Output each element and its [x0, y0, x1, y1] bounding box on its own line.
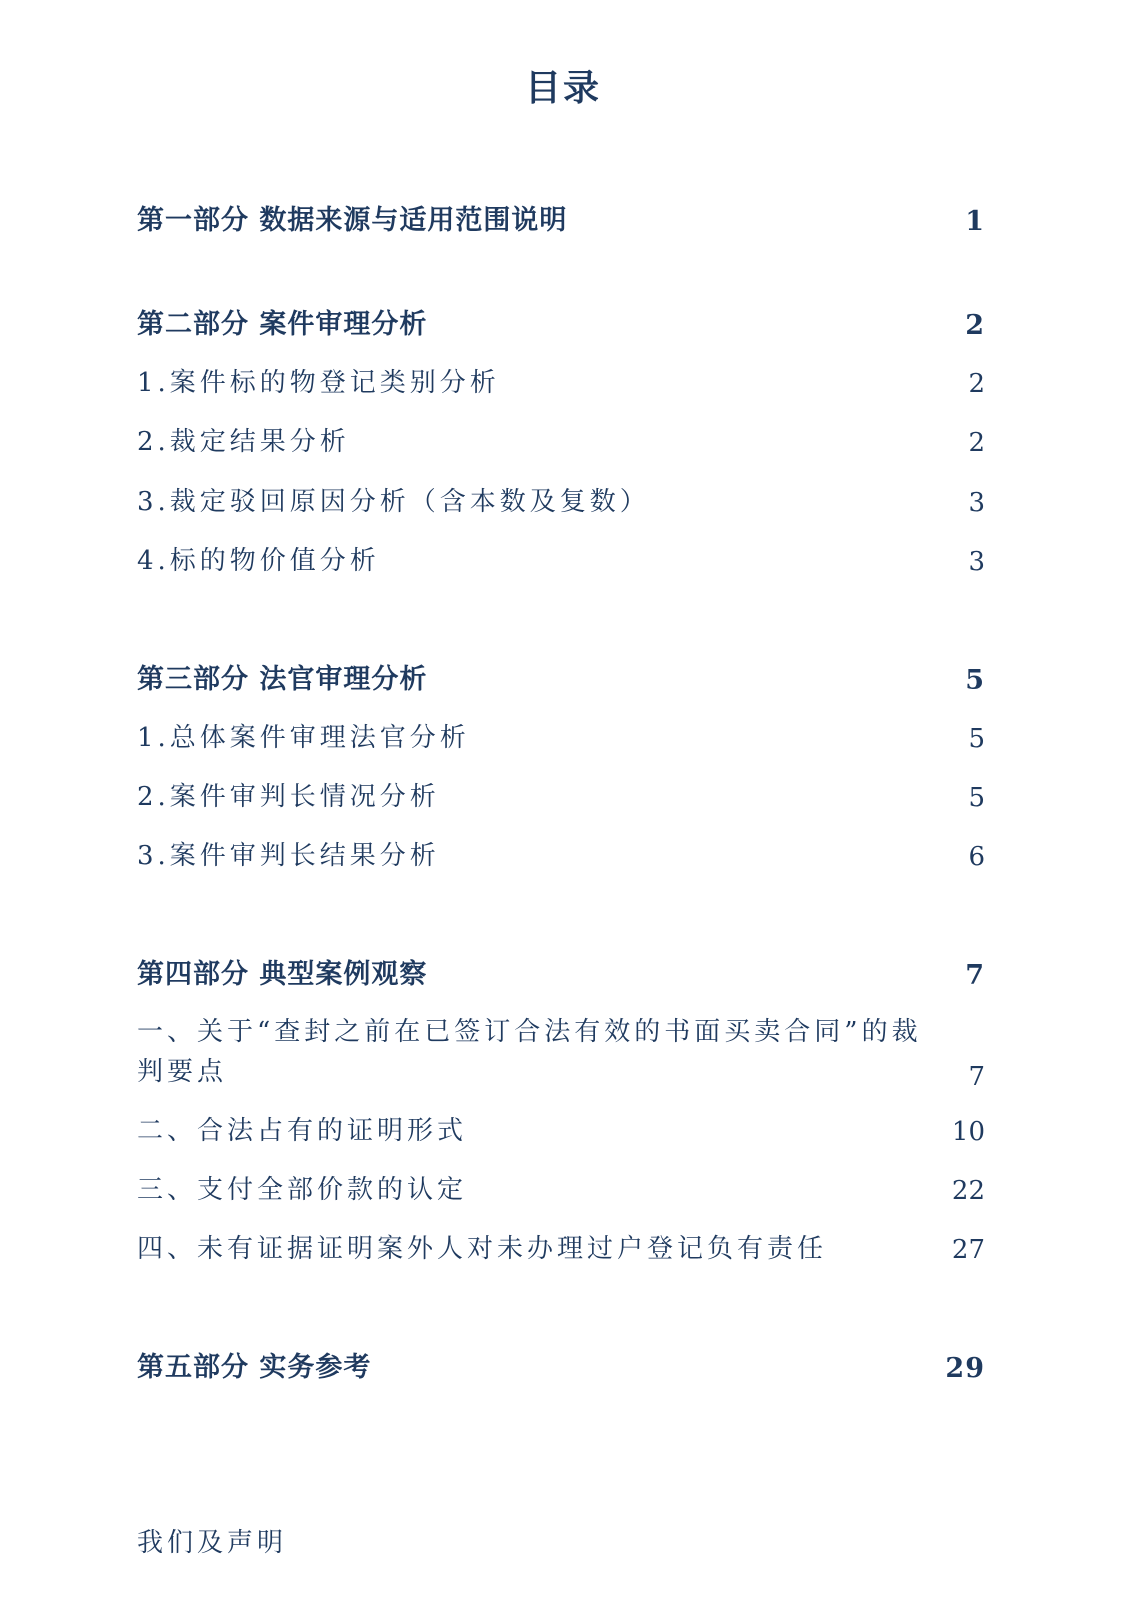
- toc-item-label: 四、未有证据证明案外人对未办理过户登记负有责任: [137, 1234, 828, 1264]
- toc-item-label: 2.裁定结果分析: [137, 427, 350, 457]
- toc-page-number: 2: [968, 428, 985, 458]
- footer-link[interactable]: 我们及声明: [137, 1528, 288, 1558]
- toc-page-number: 7: [968, 1062, 985, 1092]
- toc-item[interactable]: [137, 540, 985, 577]
- toc-item[interactable]: [137, 421, 985, 458]
- toc-item-label: 一、关于“查封之前在已签订合法有效的书面买卖合同”的裁判要点: [137, 1017, 922, 1087]
- toc-item[interactable]: [137, 835, 985, 872]
- toc-page-number: 29: [945, 1353, 985, 1384]
- toc-item[interactable]: [137, 1110, 985, 1147]
- toc-page-number: 27: [951, 1235, 985, 1265]
- toc-item[interactable]: [137, 1012, 985, 1092]
- toc-section-label: 第五部分 实务参考: [137, 1352, 372, 1383]
- toc-item[interactable]: [137, 1228, 985, 1265]
- toc-page-number: 5: [968, 724, 985, 754]
- toc-item-label: 三、支付全部价款的认定: [137, 1175, 468, 1205]
- toc-page-number: 10: [951, 1117, 985, 1147]
- toc-section-1[interactable]: [137, 198, 985, 237]
- toc-item[interactable]: [137, 481, 985, 518]
- toc-page-number: 3: [968, 547, 985, 577]
- toc-page-number: 7: [965, 960, 985, 991]
- toc-page-number: 5: [965, 665, 985, 696]
- toc-section-5[interactable]: [137, 1345, 985, 1384]
- toc-item-label: 2.案件审判长情况分析: [137, 782, 440, 812]
- toc-section-4[interactable]: [137, 952, 985, 991]
- toc-page-number: 5: [968, 783, 985, 813]
- toc-item-label: 4.标的物价值分析: [137, 546, 380, 576]
- page-title: 目录: [524, 68, 601, 109]
- toc-section-label: 第三部分 法官审理分析: [137, 664, 428, 695]
- toc-item[interactable]: [137, 776, 985, 813]
- toc-item-label: 1.案件标的物登记类别分析: [137, 368, 500, 398]
- toc-item-label: 二、合法占有的证明形式: [137, 1116, 468, 1146]
- toc-item[interactable]: [137, 1169, 985, 1206]
- toc-page-number: 1: [965, 206, 985, 237]
- toc-page-number: 3: [968, 488, 985, 518]
- toc-section-label: 第一部分 数据来源与适用范围说明: [137, 205, 568, 236]
- toc-section-label: 第四部分 典型案例观察: [137, 959, 428, 990]
- toc-page-number: 6: [968, 842, 985, 872]
- toc-section-label: 第二部分 案件审理分析: [137, 309, 428, 340]
- toc-item-label: 3.裁定驳回原因分析（含本数及复数）: [137, 487, 650, 517]
- toc-item[interactable]: [137, 362, 985, 399]
- toc-item[interactable]: [137, 717, 985, 754]
- toc-page-number: 22: [951, 1176, 985, 1206]
- toc-page-number: 2: [968, 369, 985, 399]
- toc-section-2[interactable]: [137, 302, 985, 341]
- toc-item-label: 1.总体案件审理法官分析: [137, 723, 470, 753]
- toc-section-3[interactable]: [137, 657, 985, 696]
- toc-item-label: 3.案件审判长结果分析: [137, 841, 440, 871]
- toc-page-number: 2: [965, 310, 985, 341]
